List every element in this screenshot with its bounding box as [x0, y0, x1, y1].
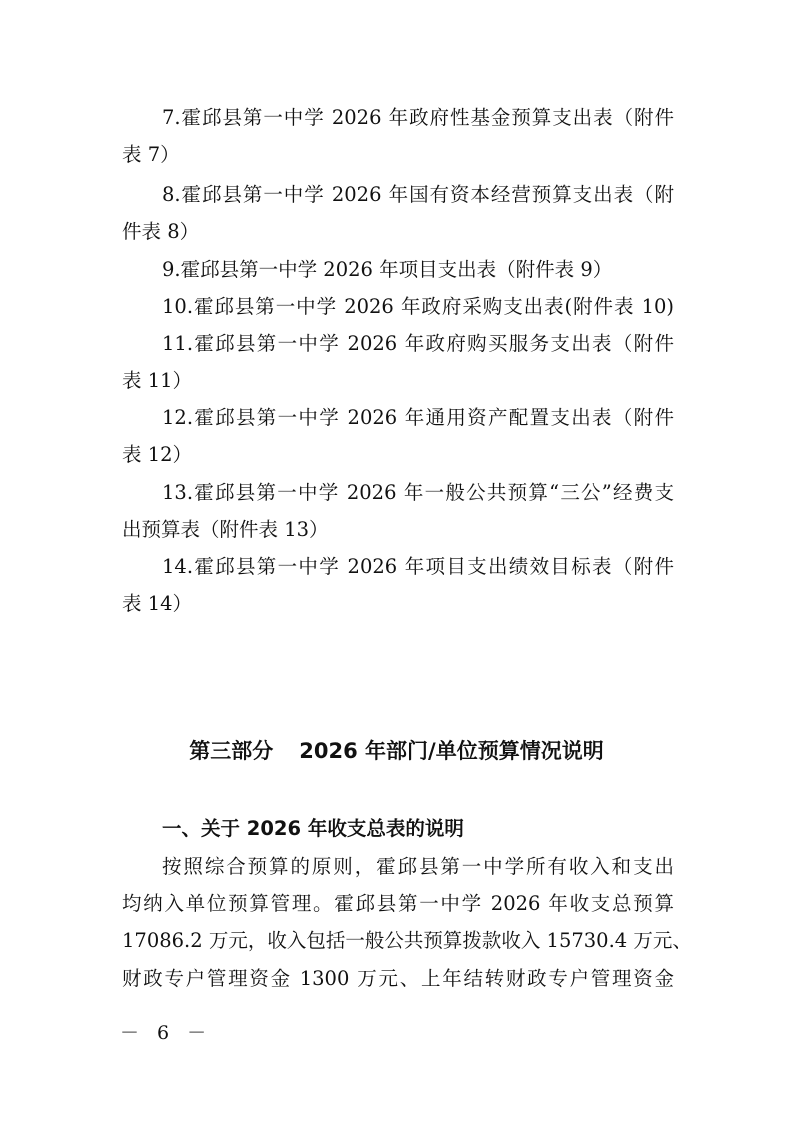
paragraph-line-3: 17086.2 万元，收入包括一般公共预算拨款收入 15730.4 万元、 [122, 929, 692, 952]
list-item-9-line1: 9.霍邱县第一中学 2026 年项目支出表（附件表 9） [162, 258, 613, 281]
list-item-8-line2: 件表 8） [122, 220, 200, 243]
paragraph-line-4: 财政专户管理资金 1300 万元、上年结转财政专户管理资金 [122, 967, 674, 990]
list-item-14-line2: 表 14） [122, 592, 193, 615]
list-item-12-line2: 表 12） [122, 443, 193, 466]
list-item-14-line1: 14.霍邱县第一中学 2026 年项目支出绩效目标表（附件 [162, 555, 674, 578]
paragraph-line-1: 按照综合预算的原则，霍邱县第一中学所有收入和支出 [162, 855, 674, 878]
list-item-13-line1: 13.霍邱县第一中学 2026 年一般公共预算“三公”经费支 [162, 481, 674, 504]
page-number: － 6 － [120, 1022, 213, 1044]
list-item-8-line1: 8.霍邱县第一中学 2026 年国有资本经营预算支出表（附 [162, 183, 674, 206]
list-item-12-line1: 12.霍邱县第一中学 2026 年通用资产配置支出表（附件 [162, 406, 674, 429]
paragraph-line-2: 均纳入单位预算管理。霍邱县第一中学 2026 年收支总预算 [122, 892, 674, 915]
list-item-11-line1: 11.霍邱县第一中学 2026 年政府购买服务支出表（附件 [162, 332, 674, 355]
list-item-13-line2: 出预算表（附件表 13） [122, 518, 329, 541]
list-item-10-line1: 10.霍邱县第一中学 2026 年政府采购支出表(附件表 10) [162, 295, 674, 318]
part-three-heading [0, 736, 793, 766]
list-item-11-line2: 表 11） [122, 369, 193, 392]
part-three-title: 2026 年部门/单位预算情况说明 [299, 739, 604, 763]
section-one-heading: 一、关于 2026 年收支总表的说明 [162, 817, 464, 840]
list-item-7-line1: 7.霍邱县第一中学 2026 年政府性基金预算支出表（附件 [162, 106, 674, 129]
list-item-7-line2: 表 7） [122, 143, 180, 166]
part-three-label: 第三部分 [189, 739, 274, 763]
